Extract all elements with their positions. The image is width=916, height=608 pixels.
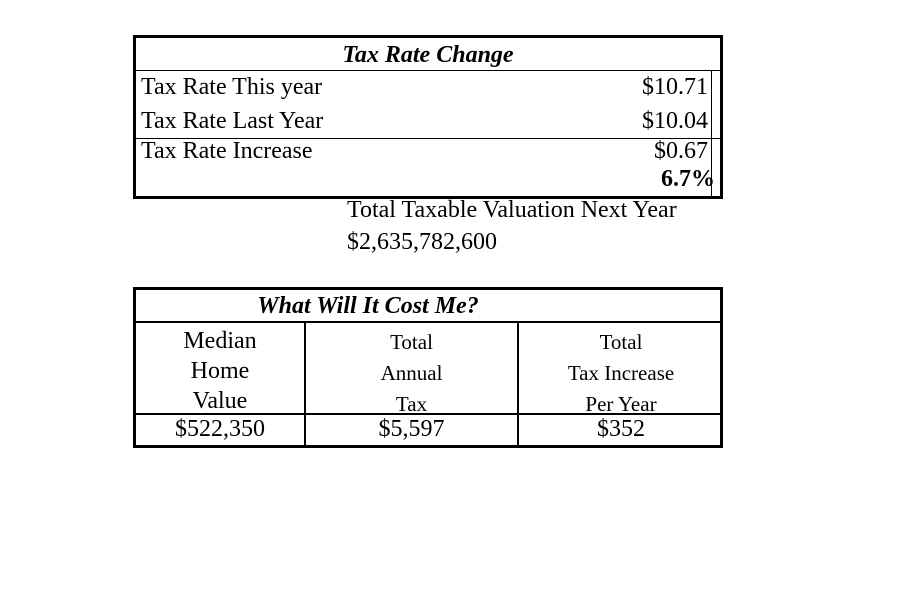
header-line: Tax (395, 392, 428, 416)
header-line: Value (192, 388, 248, 414)
rate-row-last-year (136, 108, 720, 139)
header-line: Home (190, 358, 250, 384)
total-tax-increase-header (519, 327, 723, 420)
header-line: Total (599, 330, 643, 354)
total-annual-tax-value: $5,597 (378, 416, 445, 442)
rate-value: $0.67 (654, 138, 708, 164)
header-line: Tax Increase (567, 361, 675, 385)
cost-table-title: What Will It Cost Me? (136, 290, 720, 323)
median-home-value: $522,350 (175, 416, 265, 442)
rate-value: $10.71 (642, 74, 708, 100)
rate-label: Tax Rate This year (141, 74, 323, 100)
cost-table (133, 287, 723, 448)
median-home-value-header (136, 326, 304, 416)
total-tax-increase-value: $352 (597, 416, 645, 442)
rate-label: Tax Rate Last Year (141, 108, 324, 134)
valuation-label: Total Taxable Valuation Next Year (347, 197, 677, 223)
rate-increase-percent: 6.7% (661, 166, 715, 192)
header-line: Total (390, 330, 433, 354)
valuation-value: $2,635,782,600 (347, 229, 497, 255)
header-line: Per Year (585, 392, 657, 416)
tax-rate-change-title: Tax Rate Change (136, 38, 720, 71)
header-line: Median (183, 328, 257, 354)
value-column-divider (711, 71, 715, 196)
total-annual-tax-header (306, 327, 517, 420)
header-line: Annual (380, 361, 443, 385)
rate-value: $10.04 (642, 108, 708, 134)
rate-label: Tax Rate Increase (141, 138, 313, 164)
tax-rate-change-table (133, 35, 723, 199)
